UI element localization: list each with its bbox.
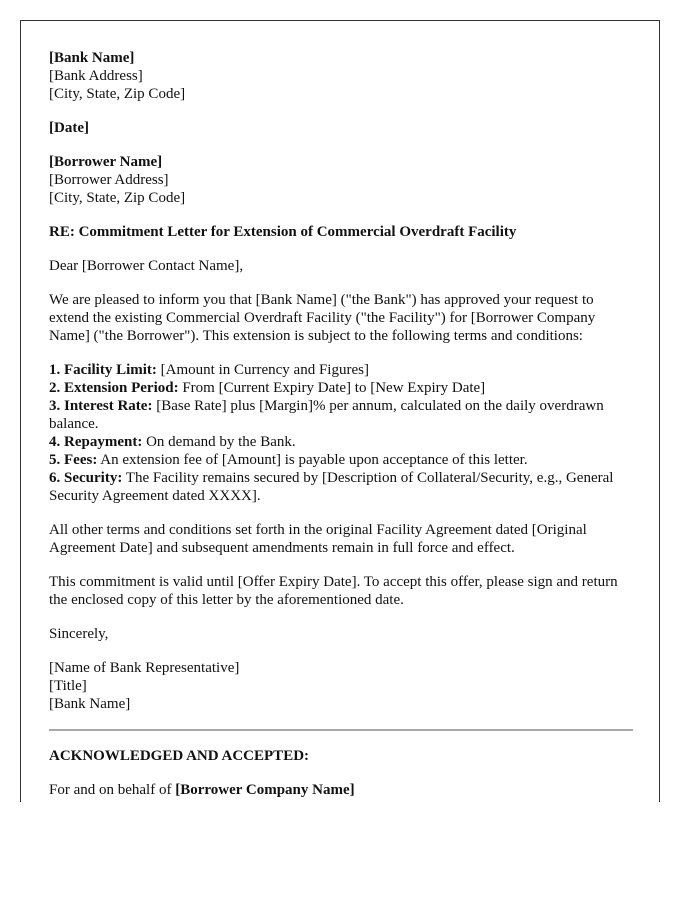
term-label: 2. Extension Period: [49, 380, 179, 396]
closing-text: Sincerely, [49, 626, 109, 642]
term-text: The Facility remains secured by [Description of Collateral/Security, e.g., General Security Agreement dated XXXX]. [49, 470, 614, 504]
term-text: [Base Rate] plus [Margin]% per annum, calculated on the daily overdrawn balance. [49, 398, 604, 432]
recipient-block [49, 153, 633, 207]
term-item [49, 451, 633, 469]
sender-bank-name: [Bank Name] [49, 50, 135, 66]
term-item [49, 397, 633, 433]
signature-block [49, 659, 633, 713]
term-label: 6. Security: [49, 470, 123, 486]
borrower-company-name: [Borrower Company Name] [175, 782, 355, 798]
other-terms-text: All other terms and conditions set forth in the original Facility Agreement dated [Original Agreement Date] and subsequent amendments remain in full force and effect. [49, 522, 587, 556]
term-item [49, 433, 633, 451]
term-label: 3. Interest Rate: [49, 398, 153, 414]
term-label: 1. Facility Limit: [49, 362, 157, 378]
subject-line [49, 223, 633, 241]
letter-page [20, 20, 660, 802]
term-text: [Amount in Currency and Figures] [156, 362, 369, 378]
letter-content [49, 49, 633, 802]
date-block [49, 119, 633, 137]
sender-city-state-zip: [City, State, Zip Code] [49, 86, 186, 102]
term-item [49, 469, 633, 505]
signature-name: [Name of Bank Representative] [49, 660, 240, 676]
recipient-borrower-address: [Borrower Address] [49, 172, 169, 188]
term-label: 5. Fees: [49, 452, 98, 468]
terms-list [49, 361, 633, 505]
term-item [49, 379, 633, 397]
sender-block [49, 49, 633, 103]
acceptance-heading [49, 747, 633, 765]
on-behalf-prefix: For and on behalf of [49, 782, 176, 798]
salutation-text: Dear [Borrower Contact Name], [49, 258, 244, 274]
salutation [49, 257, 633, 275]
acceptance-heading-text: ACKNOWLEDGED AND ACCEPTED: [49, 748, 310, 764]
term-text: On demand by the Bank. [142, 434, 296, 450]
validity-paragraph [49, 573, 633, 609]
intro-text: We are pleased to inform you that [Bank Name] ("the Bank") has approved your request to extend the existing Commercial Overdraft Facility ("the Facility") for [Borrower Company Name] ("the Borrower"). This extension is subject to the following terms and conditions: [49, 292, 596, 344]
term-text: From [Current Expiry Date] to [New Expiry Date] [178, 380, 486, 396]
signature-bank-name: [Bank Name] [49, 696, 131, 712]
term-item [49, 361, 633, 379]
section-divider [49, 729, 633, 731]
subject-text: RE: Commitment Letter for Extension of Commercial Overdraft Facility [49, 224, 517, 240]
other-terms-paragraph [49, 521, 633, 557]
sender-bank-address: [Bank Address] [49, 68, 143, 84]
acceptance-on-behalf [49, 781, 633, 799]
recipient-borrower-name: [Borrower Name] [49, 154, 163, 170]
validity-text: This commitment is valid until [Offer Expiry Date]. To accept this offer, please sign and return the enclosed copy of this letter by the aforementioned date. [49, 574, 618, 608]
letter-date: [Date] [49, 120, 89, 136]
closing [49, 625, 633, 643]
intro-paragraph [49, 291, 633, 345]
signature-title: [Title] [49, 678, 87, 694]
recipient-city-state-zip: [City, State, Zip Code] [49, 190, 186, 206]
term-text: An extension fee of [Amount] is payable upon acceptance of this letter. [97, 452, 528, 468]
term-label: 4. Repayment: [49, 434, 143, 450]
